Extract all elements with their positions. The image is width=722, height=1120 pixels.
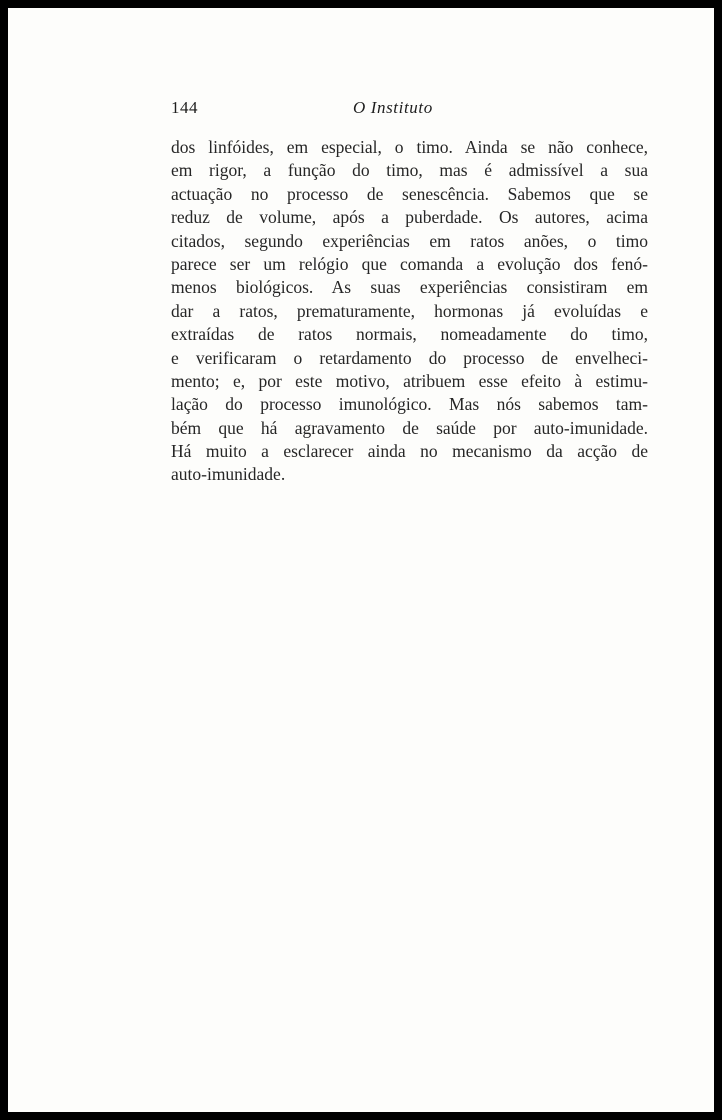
text-line: Há muito a esclarecer ainda no mecanismo da acção de — [171, 441, 648, 462]
text-line: menos biológicos. As suas experiências consistiram em — [171, 277, 648, 298]
document-page — [8, 8, 714, 1112]
text-line: reduz de volume, após a puberdade. Os autores, acima — [171, 207, 648, 228]
text-line: dos linfóides, em especial, o timo. Ainda se não conhece, — [171, 137, 648, 157]
running-head — [171, 98, 648, 124]
text-line: e verificaram o retardamento do processo de envelheci- — [171, 347, 648, 368]
text-line: bém que há agravamento de saúde por auto-imunidade. — [171, 417, 648, 438]
text-line: dar a ratos, prematuramente, hormonas já evoluídas e — [171, 300, 648, 321]
text-line: lação do processo imunológico. Mas nós sabemos tam- — [171, 394, 648, 415]
text-line: extraídas de ratos normais, nomeadamente do timo, — [171, 324, 648, 345]
running-title: O Instituto — [353, 98, 433, 117]
text-line: mento; e, por este motivo, atribuem esse efeito à estimu- — [171, 370, 648, 391]
body-paragraph — [171, 136, 648, 487]
page-number: 144 — [171, 98, 198, 117]
text-line: parece ser um relógio que comanda a evolução dos fenó- — [171, 253, 648, 274]
text-line: citados, segundo experiências em ratos anões, o timo — [171, 230, 648, 251]
text-line: auto-imunidade. — [171, 464, 286, 485]
text-line: em rigor, a função do timo, mas é admissível a sua — [171, 160, 648, 181]
text-line: actuação no processo de senescência. Sabemos que se — [171, 183, 648, 204]
